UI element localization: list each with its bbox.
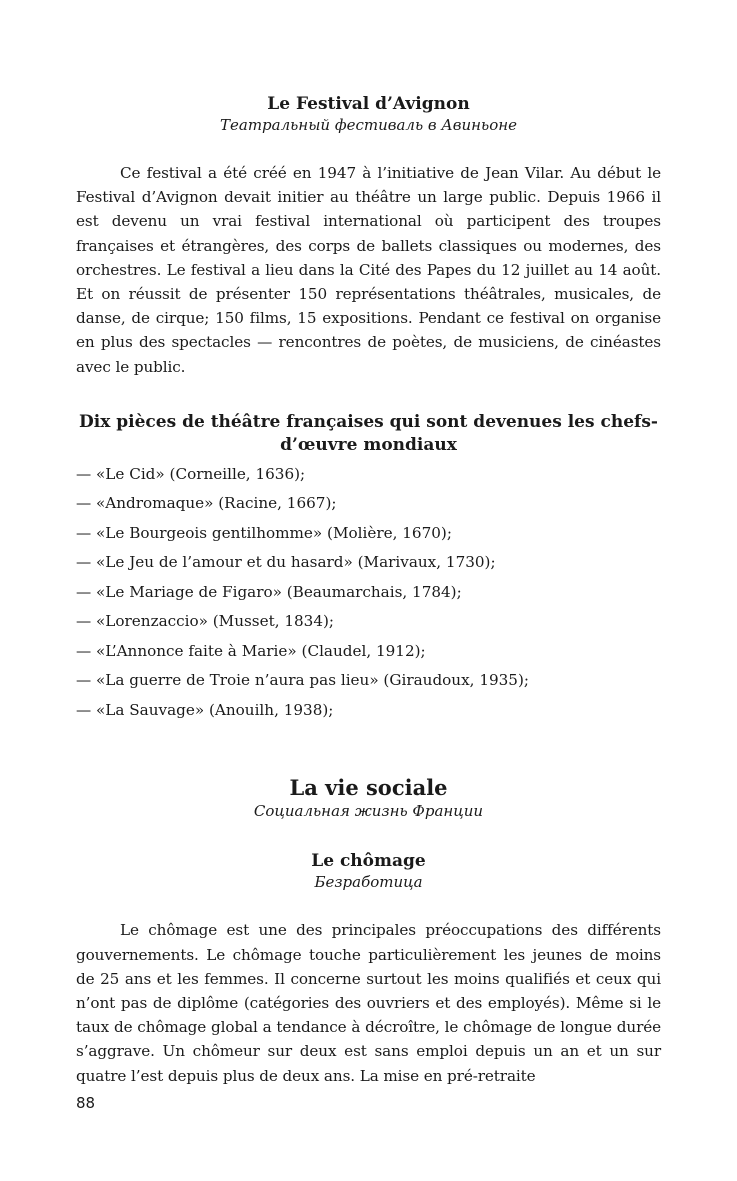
chomage-subtitle: Безработица (314, 873, 423, 892)
plays-list-title: Dix pièces de théâtre françaises qui sont devenues les chefs-d’œuvre mondiaux (79, 411, 658, 456)
list-item: — «Lorenzaccio» (Musset, 1834); (76, 612, 335, 631)
page-number: 88 (76, 1094, 96, 1112)
list-item: — «Le Mariage de Figaro» (Beaumarchais, 1784); (76, 582, 462, 601)
list-item: — «Le Jeu de l’amour et du hasard» (Marivaux, 1730); (76, 553, 496, 572)
list-item: — «Le Bourgeois gentilhomme» (Molière, 1670); (76, 523, 452, 542)
list-item: — «Andromaque» (Racine, 1667); (76, 494, 337, 513)
list-item: — «L’Annonce faite à Marie» (Claudel, 1912); (76, 641, 426, 660)
list-item: — «La guerre de Troie n’aura pas lieu» (Giraudoux, 1935); (76, 671, 530, 690)
festival-title: Le Festival d’Avignon (267, 94, 470, 114)
list-item: — «La Sauvage» (Anouilh, 1938); (76, 700, 334, 719)
chomage-title: Le chômage (311, 851, 426, 872)
festival-paragraph: Ce festival a été créé en 1947 à l’initiative de Jean Vilar. Au début le Festival d’Avignon devait initier au théâtre un large public. Depuis 1966 il est devenu un vrai festival international où participent des troupes françaises et étrangères, des corps de ballets classiques ou modernes, des orchestres. Le festival a lieu dans la Cité des Papes du 12 juillet au 14 août. Et on réussit de présenter 150 représentations théâtrales, musicales, de danse, de cirque; 150 films, 15 expositions. Pendant ce festival on organise en plus des spectacles — rencontres de poètes, de musiciens, de cinéastes avec le public. (76, 164, 661, 376)
page-content (76, 94, 661, 1088)
festival-subtitle: Театральный фестиваль в Авиньоне (220, 116, 517, 134)
chapter-title: La vie sociale (289, 775, 448, 801)
chapter-subtitle: Социальная жизнь Франции (253, 802, 484, 821)
chomage-paragraph: Le chômage est une des principales préoccupations des différents gouvernements. Le chômage touche particulièrement les jeunes de moins de 25 ans et les femmes. Il concerne surtout les moins qualifiés et ceux qui n’ont pas de diplôme (catégories des ouvriers et des employés). Même si le taux de chômage global a tendance à décroître, le chômage de longue durée s’aggrave. Un chômeur sur deux est sans emploi depuis un an et un sur quatre l’est depuis plus de deux ans. La mise en pré-retraite (76, 921, 661, 1085)
list-item: — «Le Cid» (Corneille, 1636); (76, 464, 306, 483)
plays-list (76, 460, 661, 726)
